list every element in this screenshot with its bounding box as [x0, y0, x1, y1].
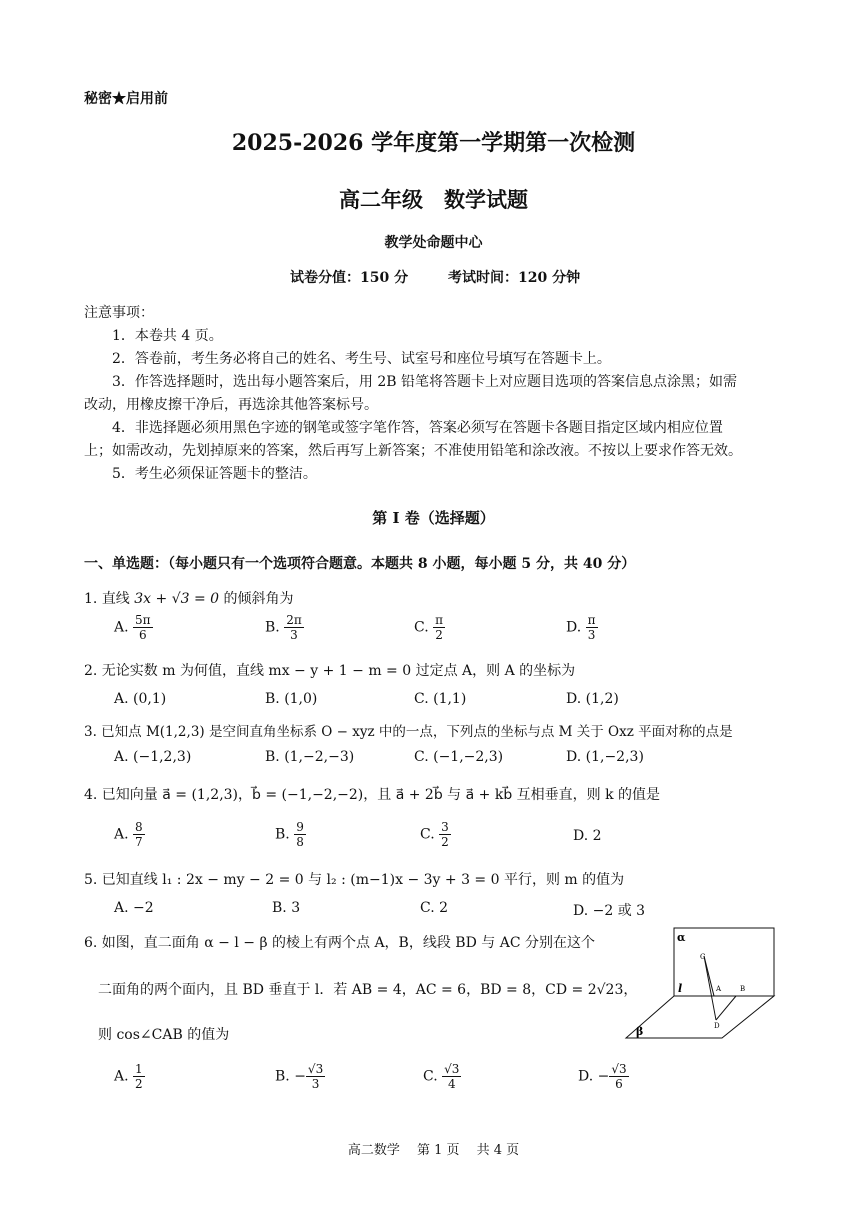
question-6-line1: 6. 如图，直二面角 α − l − β 的棱上有两个点 A，B，线段 BD 与 AC 分别在这个: [84, 935, 595, 951]
q4-option-a: A. $\frac{8}{7}$: [114, 820, 143, 849]
q5-option-d: D. −2 或 3: [573, 903, 646, 919]
q3-option-d: D. (1,−2,3): [566, 749, 644, 765]
q6-option-b: B. − $\frac{√3}{3}$: [275, 1062, 324, 1091]
segment-bd: [716, 996, 736, 1020]
q3-option-a: A. (−1,2,3): [114, 749, 192, 765]
question-1: 1. 直线 3x + √3 = 0 的倾斜角为: [84, 591, 294, 607]
plane-alpha: [674, 928, 774, 996]
q6-option-c: C. $\frac{√3}{4}$: [423, 1062, 460, 1091]
q1-option-b: B. $\frac{2\pi}{3}$: [265, 613, 302, 642]
exam-subtitle: 高二年级 数学试题: [339, 187, 528, 212]
question-2: 2. 无论实数 m 为何值，直线 mx − y + 1 − m = 0 过定点 A，则 A 的坐标为: [84, 663, 576, 679]
notice-title: 注意事项：: [84, 305, 154, 321]
q1-option-d: D. $\frac{\pi}{3}$: [566, 613, 596, 642]
q5-option-a: A. −2: [114, 900, 154, 916]
notice-item: 5．考生必须保证答题卡的整洁。: [112, 466, 317, 482]
notice-item: 1．本卷共 4 页。: [112, 328, 223, 344]
notice-item: 上；如需改动，先划掉原来的答案，然后再写上新答案；不准使用铅笔和涂改液。不按以上要求作答无效。: [84, 443, 742, 459]
q1-option-a: A. $\frac{5\pi}{6}$: [114, 613, 151, 642]
question-5: 5. 已知直线 l₁ : 2x − my − 2 = 0 与 l₂ : (m−1)x − 3y + 3 = 0 平行，则 m 的值为: [84, 872, 625, 888]
question-6-line2: 二面角的两个面内，且 BD 垂直于 l．若 AB = 4，AC = 6，BD = 8，CD = 2√23，: [98, 982, 638, 998]
q6-option-d: D. − $\frac{√3}{6}$: [578, 1062, 627, 1091]
section-title: 第 I 卷（选择题）: [372, 509, 495, 527]
q2-option-a: A. (0,1): [114, 691, 167, 707]
secret-label: 秘密★启用前: [84, 91, 168, 107]
q6-option-a: A. $\frac{1}{2}$: [114, 1062, 143, 1091]
question-6-line3: 则 cos∠CAB 的值为: [98, 1027, 230, 1043]
q4-option-c: C. $\frac{3}{2}$: [420, 820, 449, 849]
q3-option-b: B. (1,−2,−3): [265, 749, 355, 765]
label-l: l: [678, 982, 683, 995]
q2-option-b: B. (1,0): [265, 691, 318, 707]
notice-item: 2．答卷前，考生务必将自己的姓名、考生号、试室号和座位号填写在答题卡上。: [112, 351, 611, 367]
exam-score: 试卷分值：150 分: [290, 270, 409, 286]
exam-org: 教学处命题中心: [384, 235, 483, 251]
q1-option-c: C. $\frac{\pi}{2}$: [414, 613, 444, 642]
question-3: 3. 已知点 M(1,2,3) 是空间直角坐标系 O − xyz 中的一点，下列点的坐标与点 M 关于 Oxz 平面对称的点是: [84, 724, 733, 740]
label-beta: β: [636, 1025, 644, 1038]
notice-item: 3．作答选择题时，选出每小题答案后，用 2B 铅笔将答题卡上对应题目选项的答案信息点涂黑；如需: [112, 374, 738, 390]
q2-option-d: D. (1,2): [566, 691, 619, 707]
q2-option-c: C. (1,1): [414, 691, 467, 707]
label-b: B: [740, 985, 746, 993]
label-c: C: [700, 953, 706, 961]
q5-option-c: C. 2: [420, 900, 449, 916]
q4-option-d: D. 2: [573, 828, 602, 844]
notice-item: 4．非选择题必须用黑色字迹的钢笔或签字笔作答，答案必须写在答题卡各题目指定区域内相应位置: [112, 420, 723, 436]
page-footer: 高二数学 第 1 页 共 4 页: [347, 1143, 520, 1158]
q5-option-b: B. 3: [272, 900, 301, 916]
segment-cd: [704, 956, 716, 1020]
label-alpha: α: [677, 931, 686, 944]
question-4: 4. 已知向量 a⃗ = (1,2,3)，b⃗ = (−1,−2,−2)，且 a⃗ + 2b⃗ 与 a⃗ + kb⃗ 互相垂直，则 k 的值是: [84, 787, 661, 803]
exam-title: 2025-2026 学年度第一学期第一次检测: [231, 130, 636, 156]
plane-beta: [626, 996, 774, 1038]
dihedral-figure: [620, 922, 780, 1044]
q3-option-c: C. (−1,−2,3): [414, 749, 504, 765]
notice-item: 改动，用橡皮擦干净后，再选涂其他答案标号。: [84, 397, 378, 413]
label-d: D: [714, 1022, 720, 1030]
q4-option-b: B. $\frac{9}{8}$: [275, 820, 304, 849]
section-part: 一、单选题：（每小题只有一个选项符合题意。本题共 8 小题，每小题 5 分，共 40 分）: [84, 556, 636, 572]
exam-time: 考试时间：120 分钟: [448, 270, 581, 286]
label-a: A: [716, 985, 722, 993]
